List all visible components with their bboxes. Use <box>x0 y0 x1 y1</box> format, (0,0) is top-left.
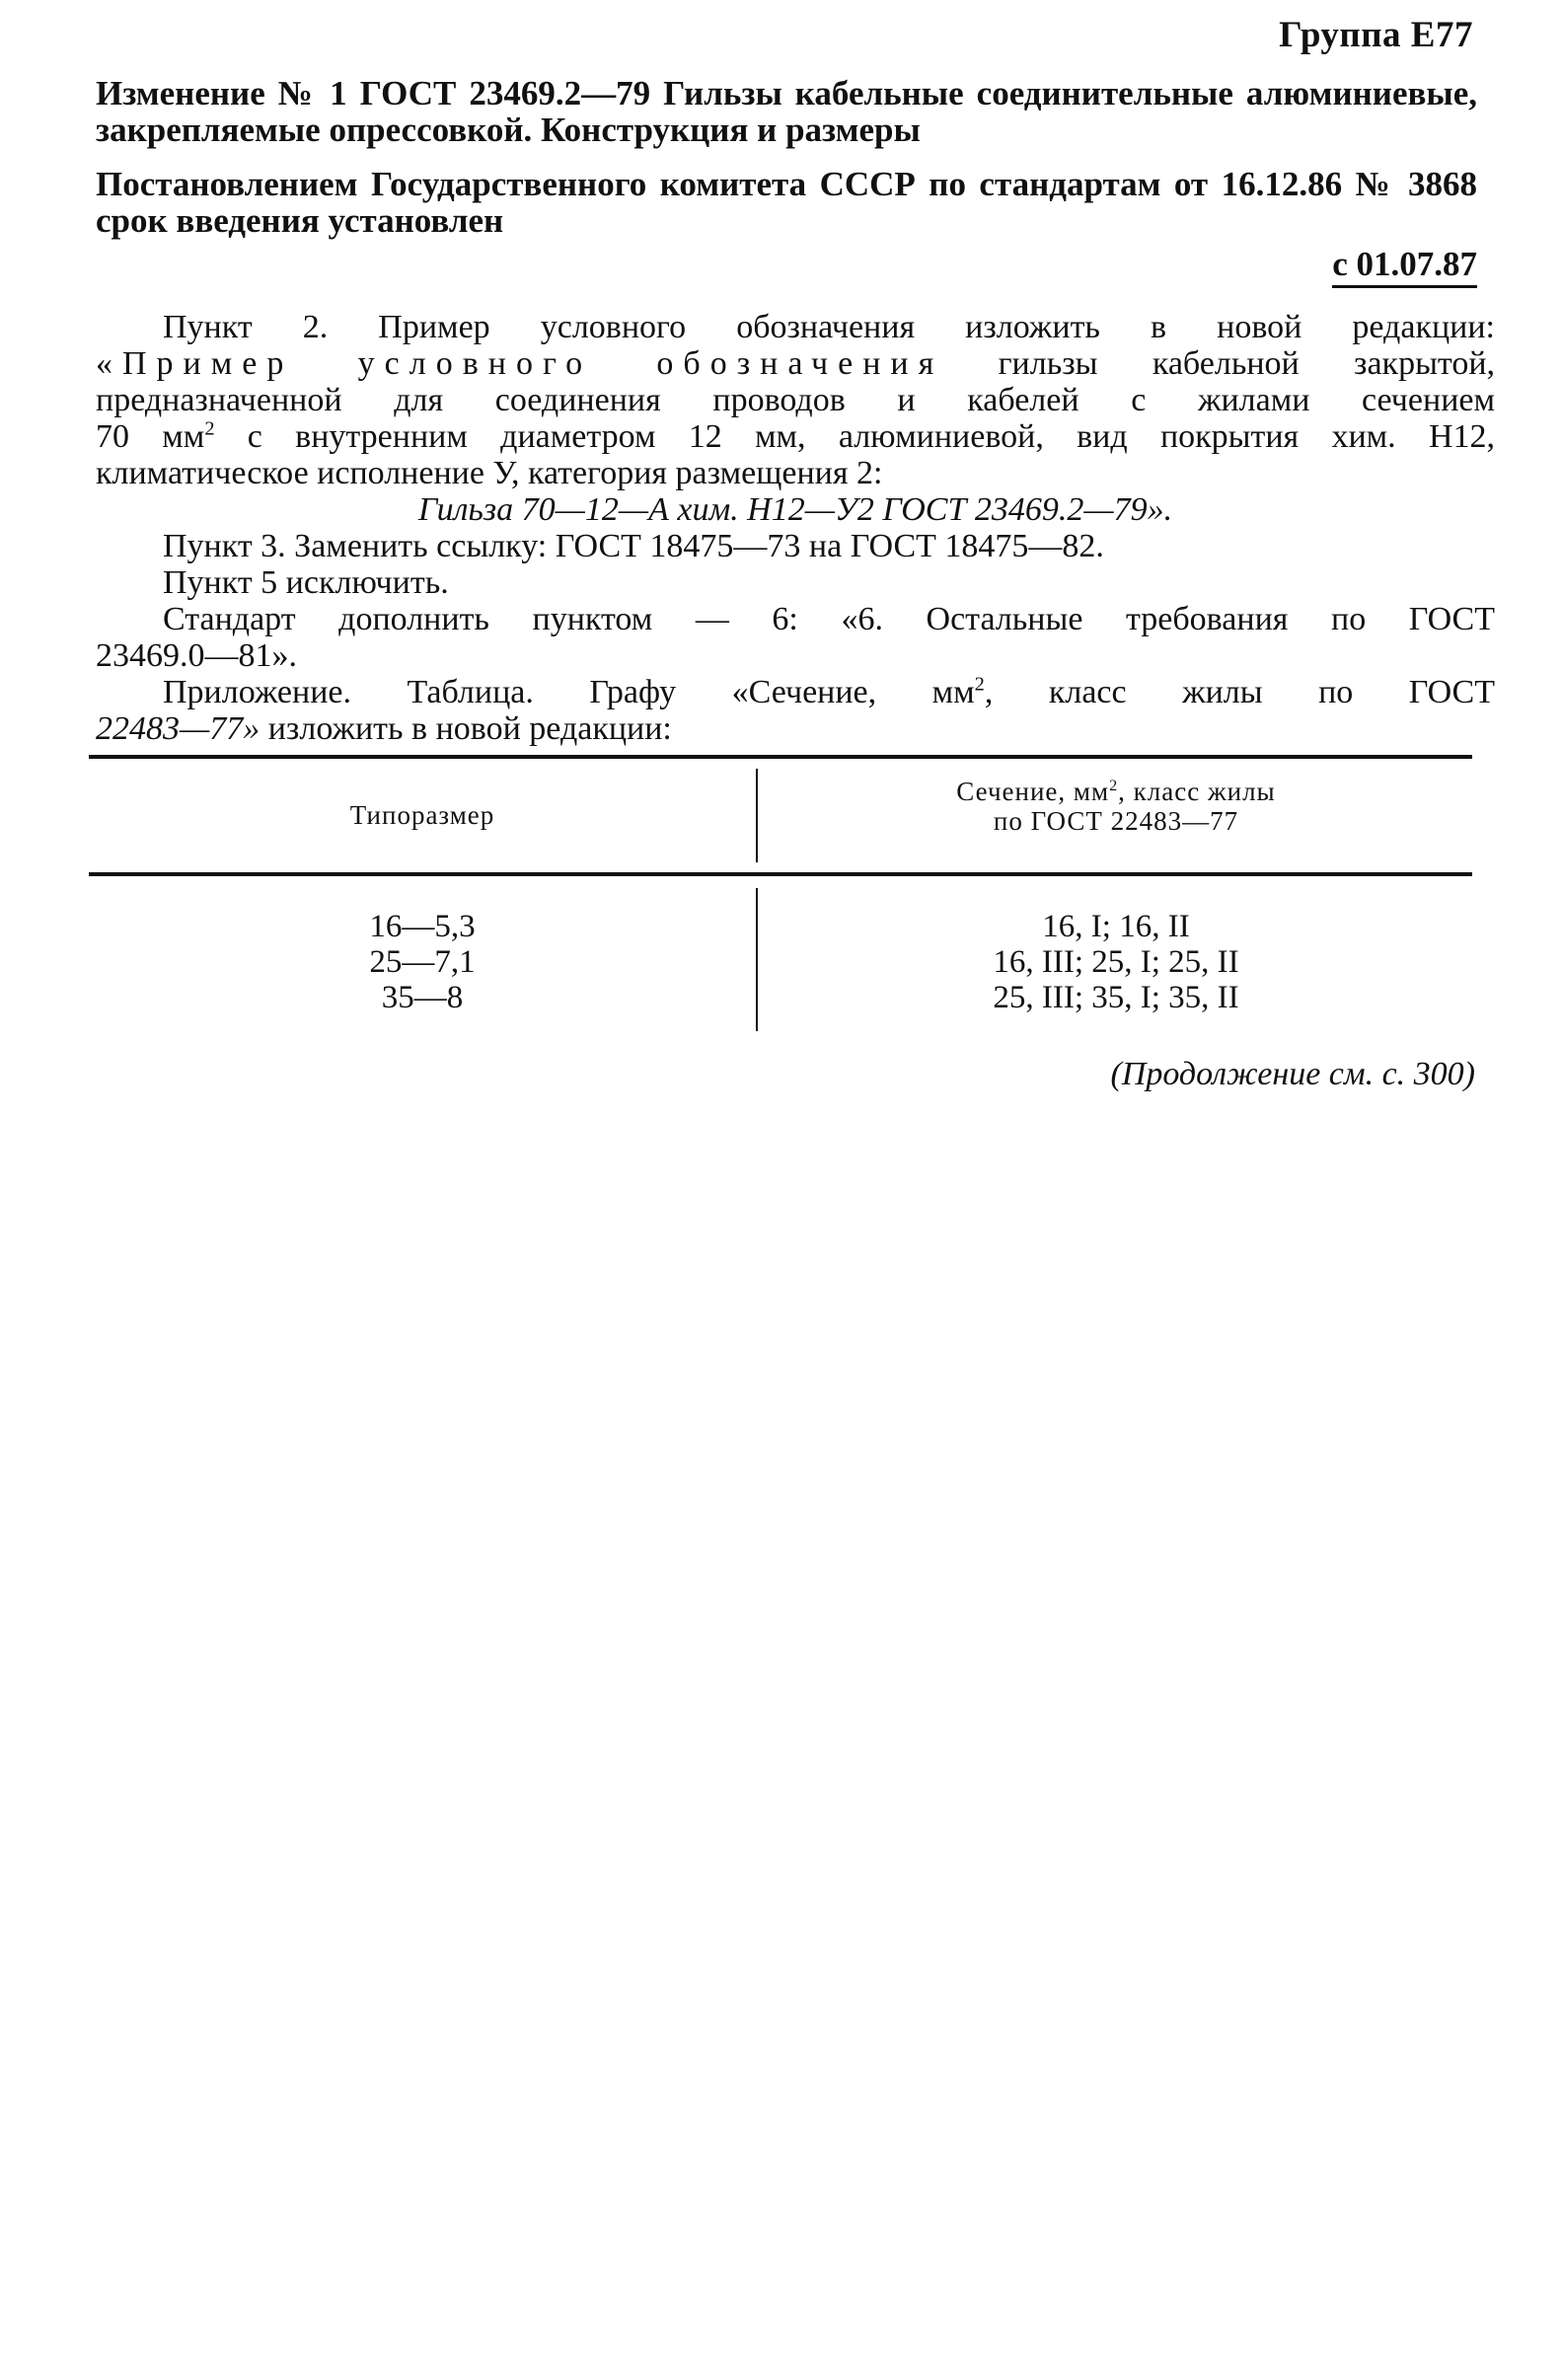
th2-sup: 2 <box>1109 777 1119 794</box>
table-body-divider <box>756 888 758 1031</box>
table-column-section <box>760 909 1472 1015</box>
paragraph-1-line-3: предназначенной для соединения проводов и кабелей с жилами сечением <box>96 382 1495 418</box>
table-cell-section: 16, III; 25, I; 25, II <box>993 944 1239 980</box>
table-cell-size: 25—7,1 <box>369 944 476 980</box>
paragraph-3: Пункт 5 исключить. <box>163 564 449 601</box>
p5-line1-a: Приложение. Таблица. Графу «Сечение, мм <box>163 674 975 710</box>
paragraph-1-line-2 <box>96 345 1495 382</box>
effective-date: с 01.07.87 <box>1332 245 1477 288</box>
p1-line4-sup: 2 <box>204 417 215 440</box>
table-header-section-line2: по ГОСТ 22483—77 <box>993 806 1239 836</box>
paragraph-1-line-1: Пункт 2. Пример условного обозначения изложить в новой редакции: <box>163 309 1495 345</box>
paragraph-1-line-5: климатическое исполнение У, категория размещения 2: <box>96 455 883 491</box>
table-column-size <box>89 909 756 1015</box>
amendment-title: Изменение № 1 ГОСТ 23469.2—79 Гильзы кабельные соединительные алюминиевые, закрепляемые опрессовкой. Конструкция и размеры <box>96 74 1477 149</box>
p5-line1-b: , класс жилы по ГОСТ <box>984 674 1495 710</box>
table-header-rule <box>89 872 1472 876</box>
p1-line4-a: 70 мм <box>96 418 205 455</box>
paragraph-5-line-2 <box>96 710 1495 747</box>
table-header-section <box>760 777 1472 836</box>
th2-b: , класс жилы <box>1118 777 1276 806</box>
amendment-body <box>96 309 1495 747</box>
continued-note: (Продолжение см. с. 300) <box>1110 1056 1475 1092</box>
table-cell-section: 16, I; 16, II <box>1042 909 1190 944</box>
table-cell-size: 35—8 <box>381 980 464 1015</box>
p5-line2-b: изложить в новой редакции: <box>260 710 672 747</box>
paragraph-5-line-1 <box>96 674 1495 710</box>
group-code: Группа Е77 <box>1279 15 1473 55</box>
paragraph-1-line-2-rest: гильзы кабельной закрытой, <box>998 345 1496 382</box>
example-word: «Пример условного обозначения <box>96 345 944 382</box>
p5-line2-a: 22483—77» <box>96 710 260 747</box>
table-cell-size: 16—5,3 <box>369 909 476 944</box>
table-cell-section: 25, III; 35, I; 35, II <box>993 980 1239 1015</box>
paragraph-1-line-4 <box>96 418 1495 455</box>
designation-example: Гильза 70—12—А хим. Н12—У2 ГОСТ 23469.2—79». <box>417 491 1173 528</box>
table-header-section-line1 <box>760 777 1472 806</box>
th2-a: Сечение, мм <box>956 777 1110 806</box>
sizes-table <box>89 755 1472 1051</box>
table-header-size: Типоразмер <box>349 800 495 830</box>
paragraph-2: Пункт 3. Заменить ссылку: ГОСТ 18475—73 на ГОСТ 18475—82. <box>163 528 1104 564</box>
table-top-rule <box>89 755 1472 759</box>
paragraph-4-line-2: 23469.0—81». <box>96 637 297 674</box>
p1-line4-b: с внутренним диаметром 12 мм, алюминиевой, вид покрытия хим. Н12, <box>214 418 1496 455</box>
decree-text: Постановлением Государственного комитета СССР по стандартам от 16.12.86 № 3868 срок введения установлен <box>96 165 1477 240</box>
table-header-divider <box>756 769 758 862</box>
p5-line1-sup: 2 <box>974 673 985 696</box>
paragraph-4-line-1: Стандарт дополнить пунктом — 6: «6. Остальные требования по ГОСТ <box>163 601 1495 637</box>
